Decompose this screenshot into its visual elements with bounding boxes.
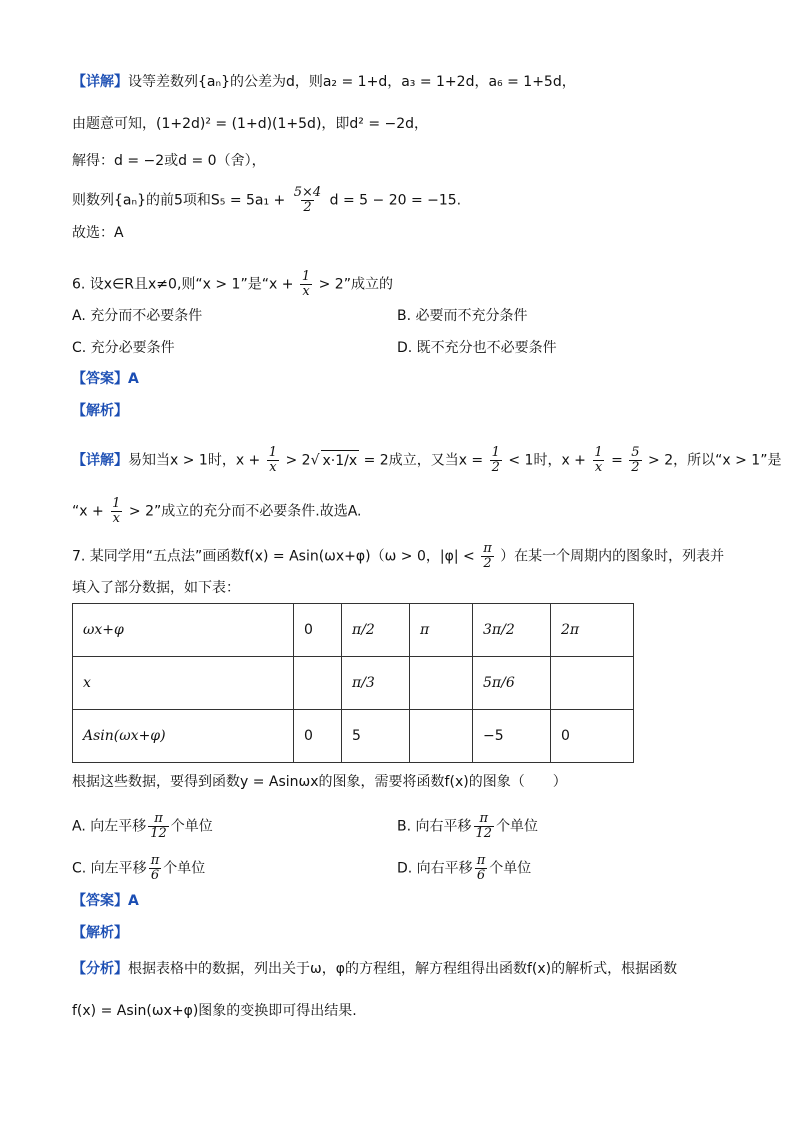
frac-den: 2 bbox=[303, 200, 312, 215]
fraction bbox=[149, 854, 162, 883]
sqrt-content: x·1/x bbox=[321, 450, 360, 471]
frac-num: 1 bbox=[268, 445, 278, 460]
fraction bbox=[629, 446, 641, 475]
frac-den: x bbox=[302, 284, 310, 299]
table-row bbox=[73, 710, 634, 763]
frac-den: 12 bbox=[150, 826, 167, 841]
q7-l1-b: ）在某一个周期内的图象时，列表并 bbox=[500, 548, 725, 565]
table-cell: −5 bbox=[473, 710, 551, 763]
table-cell: 2π bbox=[551, 604, 634, 657]
table-cell: π/3 bbox=[342, 657, 410, 710]
q6-option-c: C. 充分必要条件 bbox=[72, 340, 175, 356]
frac-den: x bbox=[594, 460, 603, 475]
frac-den: 6 bbox=[150, 868, 160, 883]
detail-tag: 【详解】 bbox=[72, 452, 128, 469]
frac-num: 1 bbox=[594, 445, 603, 460]
q6-d1-b: > 2 bbox=[285, 452, 311, 469]
q7-option-d bbox=[397, 854, 531, 883]
table-cell: 0 bbox=[294, 604, 342, 657]
q7-analysis: 【解析】 bbox=[72, 925, 128, 941]
table-row bbox=[73, 657, 634, 710]
q6-detail-line1: 【详解】易知当x > 1时，x + $\frac{1}{x}$ > 2√ x·1/x = 2成立，又当x = $\frac{1}{2}$ < 1时，x + $\frac{1}{x}$ = $\frac{5}{2}$ > 2，所以“x > 1”是 bbox=[72, 445, 782, 475]
q7-option-a bbox=[72, 812, 213, 841]
table-cell: 5 bbox=[342, 710, 410, 763]
detail-tag: 【详解】 bbox=[72, 74, 128, 90]
fraction bbox=[300, 270, 312, 299]
frac-num: 1 bbox=[491, 445, 500, 460]
p5-detail-line4 bbox=[72, 186, 461, 215]
opt-text: C. 向左平移 bbox=[72, 860, 147, 877]
p5-text-1: 设等差数列{aₙ}的公差为d，则a₂ = 1+d，a₃ = 1+2d，a₆ = 1+5d， bbox=[128, 74, 576, 90]
q7-option-c bbox=[72, 854, 205, 883]
frac-den: x bbox=[269, 460, 277, 475]
frac-den: 2 bbox=[631, 460, 640, 475]
frac-num: π bbox=[154, 811, 163, 826]
fraction bbox=[148, 812, 169, 841]
q6-stem-b: > 2”成立的 bbox=[318, 276, 393, 293]
opt-text: A. 向左平移 bbox=[72, 818, 147, 835]
q6-option-a: A. 充分而不必要条件 bbox=[72, 308, 203, 324]
table-cell bbox=[551, 657, 634, 710]
q7-stem-line1 bbox=[72, 542, 724, 571]
table-cell: 5π/6 bbox=[473, 657, 551, 710]
table-cell: 3π/2 bbox=[473, 604, 551, 657]
p5-text-3: 解得：d = −2或d = 0（舍）， bbox=[72, 153, 266, 169]
q7-question: 根据这些数据，要得到函数y = Asinωx的图象，需要将函数f(x)的图象（ ） bbox=[72, 774, 567, 790]
q6-option-d: D. 既不充分也不必要条件 bbox=[397, 340, 557, 356]
table-cell: π/2 bbox=[342, 604, 410, 657]
q6-option-b: B. 必要而不充分条件 bbox=[397, 308, 528, 324]
table-cell bbox=[294, 657, 342, 710]
fraction bbox=[481, 542, 494, 571]
q6-d2-b: > 2”成立的充分而不必要条件.故选A. bbox=[128, 503, 362, 520]
p5-detail-line3 bbox=[72, 151, 266, 171]
q7-l1-a: 7. 某同学用“五点法”画函数f(x) = Asin(ωx+φ)（ω > 0，|φ| < bbox=[72, 548, 475, 565]
q7-answer: 【答案】A bbox=[72, 893, 139, 909]
frac-num: π bbox=[150, 853, 160, 868]
p5-text-4b: d = 5 − 20 = −15. bbox=[329, 192, 462, 209]
frac-den: 6 bbox=[476, 868, 486, 883]
opt-text: 个单位 bbox=[496, 818, 539, 835]
table-cell bbox=[410, 710, 473, 763]
q7-fenxi-line2: f(x) = Asin(ωx+φ)图象的变换即可得出结果. bbox=[72, 1003, 357, 1019]
q6-d1-a: 易知当x > 1时，x + bbox=[128, 452, 261, 469]
q6-answer: 【答案】A bbox=[72, 371, 139, 387]
opt-text: B. 向右平移 bbox=[397, 818, 472, 835]
opt-text: D. 向右平移 bbox=[397, 860, 473, 877]
p5-detail-line1 bbox=[72, 72, 576, 92]
table-cell: 0 bbox=[551, 710, 634, 763]
opt-text: 个单位 bbox=[170, 818, 213, 835]
frac-den: 12 bbox=[475, 826, 493, 841]
fenxi-text: 根据表格中的数据，列出关于ω，φ的方程组，解方程组得出函数f(x)的解析式，根据函数 bbox=[128, 961, 678, 977]
table-cell bbox=[410, 657, 473, 710]
frac-num: 1 bbox=[112, 496, 121, 511]
p5-text-2: 由题意可知，(1+2d)² = (1+d)(1+5d)，即d² = −2d， bbox=[72, 116, 429, 132]
table-cell: 0 bbox=[294, 710, 342, 763]
q7-stem-line2: 填入了部分数据，如下表： bbox=[72, 580, 240, 596]
fraction bbox=[490, 446, 502, 475]
p5-text-5: 故选：A bbox=[72, 225, 124, 241]
frac-num: 5 bbox=[631, 445, 640, 460]
q7-fenxi-line1 bbox=[72, 959, 677, 979]
fraction bbox=[474, 812, 495, 841]
q6-d2-a: “x + bbox=[72, 503, 104, 520]
q6-d1-d: < 1时，x + bbox=[508, 452, 586, 469]
table-cell: Asin(ωx+φ) bbox=[73, 710, 294, 763]
fraction bbox=[267, 446, 279, 475]
q6-d1-g: > 2，所以“x > 1”是 bbox=[648, 452, 782, 469]
frac-num: π bbox=[476, 853, 486, 868]
p5-text-4a: 则数列{aₙ}的前5项和S₅ = 5a₁ + bbox=[72, 192, 286, 209]
q6-detail-line2 bbox=[72, 497, 361, 526]
opt-text: 个单位 bbox=[489, 860, 532, 877]
frac-den: x bbox=[112, 511, 120, 526]
frac-num: 1 bbox=[301, 269, 311, 284]
frac-den: 2 bbox=[483, 556, 492, 571]
opt-text: 个单位 bbox=[163, 860, 206, 877]
q6-d1-c: = 2成立，又当x = bbox=[363, 452, 484, 469]
q7-option-b bbox=[397, 812, 538, 841]
frac-num: π bbox=[479, 811, 489, 826]
table-row bbox=[73, 604, 634, 657]
p5-choose bbox=[72, 223, 124, 243]
q6-d1-e: = bbox=[611, 452, 623, 469]
p5-detail-line2 bbox=[72, 114, 428, 134]
table-cell: ωx+φ bbox=[73, 604, 294, 657]
fraction bbox=[110, 497, 122, 526]
frac-num: π bbox=[483, 541, 492, 556]
fraction bbox=[475, 854, 488, 883]
q6-stem-a: 6. 设x∈R且x≠0,则“x > 1”是“x + bbox=[72, 276, 294, 293]
fraction bbox=[292, 186, 323, 215]
five-point-table bbox=[72, 603, 634, 763]
table-cell: π bbox=[410, 604, 473, 657]
q6-analysis: 【解析】 bbox=[72, 403, 128, 419]
frac-num: 5×4 bbox=[293, 185, 322, 200]
fenxi-tag: 【分析】 bbox=[72, 961, 128, 977]
frac-den: 2 bbox=[491, 460, 500, 475]
fraction bbox=[592, 446, 604, 475]
q6-stem bbox=[72, 270, 393, 299]
table-cell: x bbox=[73, 657, 294, 710]
